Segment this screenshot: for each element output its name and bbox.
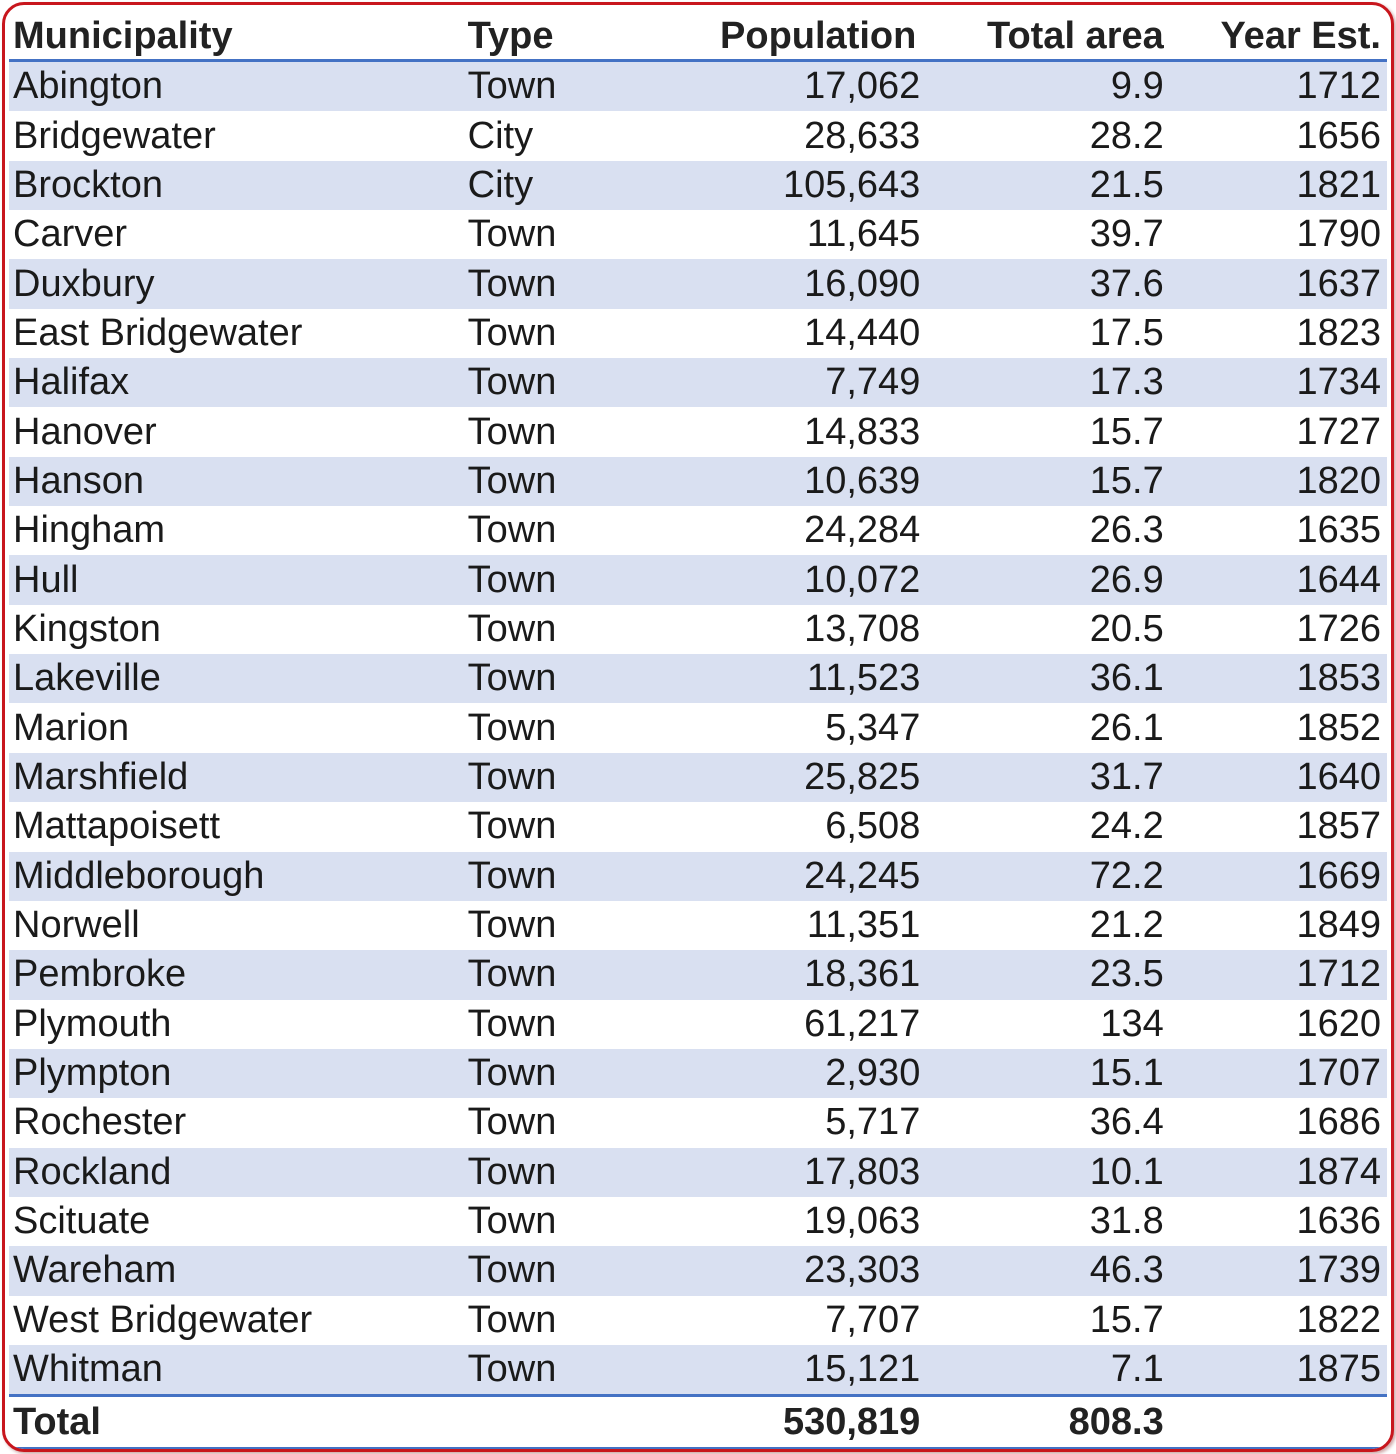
year-cell: 1620 xyxy=(1178,1000,1387,1049)
population-cell: 14,440 xyxy=(623,309,931,358)
type-cell: Town xyxy=(464,1296,623,1345)
table-row xyxy=(9,753,1387,802)
municipality-cell: Wareham xyxy=(9,1246,464,1295)
table-row xyxy=(9,210,1387,259)
population-cell: 10,072 xyxy=(623,555,931,604)
type-cell: Town xyxy=(464,802,623,851)
area-cell: 26.3 xyxy=(930,506,1177,555)
column-header-population: Population xyxy=(623,11,931,61)
table-row xyxy=(9,654,1387,703)
year-cell: 1734 xyxy=(1178,358,1387,407)
municipality-cell: Whitman xyxy=(9,1345,464,1396)
type-cell: City xyxy=(464,111,623,160)
area-cell: 26.9 xyxy=(930,555,1177,604)
table-row xyxy=(9,703,1387,752)
area-cell: 24.2 xyxy=(930,802,1177,851)
table-row xyxy=(9,309,1387,358)
table-row xyxy=(9,407,1387,456)
year-cell: 1656 xyxy=(1178,111,1387,160)
type-cell: Town xyxy=(464,753,623,802)
population-cell: 7,749 xyxy=(623,358,931,407)
year-cell: 1821 xyxy=(1178,161,1387,210)
population-cell: 7,707 xyxy=(623,1296,931,1345)
municipality-cell: Scituate xyxy=(9,1197,464,1246)
area-cell: 36.1 xyxy=(930,654,1177,703)
year-cell: 1857 xyxy=(1178,802,1387,851)
municipality-cell: Plymouth xyxy=(9,1000,464,1049)
year-cell: 1686 xyxy=(1178,1098,1387,1147)
table-row xyxy=(9,1000,1387,1049)
municipality-cell: Lakeville xyxy=(9,654,464,703)
column-header-total-area: Total area xyxy=(930,11,1177,61)
type-cell: Town xyxy=(464,950,623,999)
population-cell: 6,508 xyxy=(623,802,931,851)
table-row xyxy=(9,358,1387,407)
type-cell: City xyxy=(464,161,623,210)
municipality-cell: West Bridgewater xyxy=(9,1296,464,1345)
table-row xyxy=(9,111,1387,160)
area-cell: 17.3 xyxy=(930,358,1177,407)
year-cell: 1637 xyxy=(1178,259,1387,308)
type-cell: Town xyxy=(464,703,623,752)
municipality-table xyxy=(9,11,1387,1450)
municipality-cell: Rochester xyxy=(9,1098,464,1147)
population-cell: 61,217 xyxy=(623,1000,931,1049)
table-row xyxy=(9,901,1387,950)
table-row xyxy=(9,555,1387,604)
table-row xyxy=(9,1148,1387,1197)
table-row xyxy=(9,457,1387,506)
table-row xyxy=(9,852,1387,901)
population-cell: 10,639 xyxy=(623,457,931,506)
table-row xyxy=(9,61,1387,112)
population-cell: 14,833 xyxy=(623,407,931,456)
municipality-cell: Duxbury xyxy=(9,259,464,308)
municipality-cell: Norwell xyxy=(9,901,464,950)
type-cell: Town xyxy=(464,1246,623,1295)
total-area: 808.3 xyxy=(930,1396,1177,1449)
year-cell: 1849 xyxy=(1178,901,1387,950)
type-cell: Town xyxy=(464,358,623,407)
type-cell: Town xyxy=(464,210,623,259)
population-cell: 11,351 xyxy=(623,901,931,950)
type-cell: Town xyxy=(464,852,623,901)
table-row xyxy=(9,1098,1387,1147)
population-cell: 24,245 xyxy=(623,852,931,901)
table-row xyxy=(9,1296,1387,1345)
population-cell: 28,633 xyxy=(623,111,931,160)
column-header-type: Type xyxy=(464,11,623,61)
column-header-year-est: Year Est. xyxy=(1178,11,1387,61)
municipality-cell: Middleborough xyxy=(9,852,464,901)
municipality-cell: East Bridgewater xyxy=(9,309,464,358)
area-cell: 20.5 xyxy=(930,605,1177,654)
area-cell: 134 xyxy=(930,1000,1177,1049)
year-cell: 1712 xyxy=(1178,950,1387,999)
type-cell: Town xyxy=(464,259,623,308)
year-cell: 1852 xyxy=(1178,703,1387,752)
type-cell: Town xyxy=(464,1148,623,1197)
area-cell: 26.1 xyxy=(930,703,1177,752)
table-body xyxy=(9,61,1387,1396)
type-cell: Town xyxy=(464,309,623,358)
type-cell: Town xyxy=(464,1098,623,1147)
municipality-cell: Halifax xyxy=(9,358,464,407)
type-cell: Town xyxy=(464,61,623,112)
municipality-cell: Marshfield xyxy=(9,753,464,802)
population-cell: 25,825 xyxy=(623,753,931,802)
area-cell: 31.8 xyxy=(930,1197,1177,1246)
table-row xyxy=(9,605,1387,654)
area-cell: 17.5 xyxy=(930,309,1177,358)
year-cell: 1712 xyxy=(1178,61,1387,112)
area-cell: 21.2 xyxy=(930,901,1177,950)
year-cell: 1820 xyxy=(1178,457,1387,506)
population-cell: 11,645 xyxy=(623,210,931,259)
population-cell: 2,930 xyxy=(623,1049,931,1098)
area-cell: 10.1 xyxy=(930,1148,1177,1197)
area-cell: 15.7 xyxy=(930,1296,1177,1345)
area-cell: 15.7 xyxy=(930,407,1177,456)
year-cell: 1790 xyxy=(1178,210,1387,259)
area-cell: 23.5 xyxy=(930,950,1177,999)
population-cell: 15,121 xyxy=(623,1345,931,1396)
year-cell: 1822 xyxy=(1178,1296,1387,1345)
year-cell: 1635 xyxy=(1178,506,1387,555)
municipality-cell: Mattapoisett xyxy=(9,802,464,851)
municipality-cell: Kingston xyxy=(9,605,464,654)
area-cell: 7.1 xyxy=(930,1345,1177,1396)
type-cell: Town xyxy=(464,1345,623,1396)
municipality-cell: Hanover xyxy=(9,407,464,456)
municipality-cell: Abington xyxy=(9,61,464,112)
municipality-cell: Rockland xyxy=(9,1148,464,1197)
area-cell: 72.2 xyxy=(930,852,1177,901)
municipality-cell: Pembroke xyxy=(9,950,464,999)
area-cell: 31.7 xyxy=(930,753,1177,802)
year-cell: 1727 xyxy=(1178,407,1387,456)
header-row xyxy=(9,11,1387,61)
total-population: 530,819 xyxy=(623,1396,931,1449)
total-label: Total xyxy=(9,1396,464,1449)
area-cell: 46.3 xyxy=(930,1246,1177,1295)
population-cell: 17,803 xyxy=(623,1148,931,1197)
municipality-cell: Hanson xyxy=(9,457,464,506)
type-cell: Town xyxy=(464,901,623,950)
municipality-cell: Bridgewater xyxy=(9,111,464,160)
table-row xyxy=(9,1049,1387,1098)
type-cell: Town xyxy=(464,407,623,456)
area-cell: 28.2 xyxy=(930,111,1177,160)
area-cell: 15.7 xyxy=(930,457,1177,506)
year-cell: 1726 xyxy=(1178,605,1387,654)
municipality-cell: Plympton xyxy=(9,1049,464,1098)
table-row xyxy=(9,161,1387,210)
population-cell: 105,643 xyxy=(623,161,931,210)
area-cell: 37.6 xyxy=(930,259,1177,308)
type-cell: Town xyxy=(464,1049,623,1098)
table-row xyxy=(9,950,1387,999)
total-row xyxy=(9,1396,1387,1449)
population-cell: 16,090 xyxy=(623,259,931,308)
area-cell: 39.7 xyxy=(930,210,1177,259)
table-row xyxy=(9,802,1387,851)
municipality-cell: Marion xyxy=(9,703,464,752)
column-header-municipality: Municipality xyxy=(9,11,464,61)
year-cell: 1669 xyxy=(1178,852,1387,901)
total-type-cell xyxy=(464,1396,623,1449)
type-cell: Town xyxy=(464,1197,623,1246)
table-row xyxy=(9,1197,1387,1246)
table-row xyxy=(9,1345,1387,1396)
year-cell: 1636 xyxy=(1178,1197,1387,1246)
area-cell: 9.9 xyxy=(930,61,1177,112)
year-cell: 1739 xyxy=(1178,1246,1387,1295)
population-cell: 18,361 xyxy=(623,950,931,999)
population-cell: 23,303 xyxy=(623,1246,931,1295)
type-cell: Town xyxy=(464,457,623,506)
population-cell: 11,523 xyxy=(623,654,931,703)
population-cell: 19,063 xyxy=(623,1197,931,1246)
type-cell: Town xyxy=(464,1000,623,1049)
year-cell: 1644 xyxy=(1178,555,1387,604)
type-cell: Town xyxy=(464,506,623,555)
population-cell: 24,284 xyxy=(623,506,931,555)
year-cell: 1823 xyxy=(1178,309,1387,358)
year-cell: 1874 xyxy=(1178,1148,1387,1197)
table-container xyxy=(9,11,1387,1445)
year-cell: 1640 xyxy=(1178,753,1387,802)
year-cell: 1707 xyxy=(1178,1049,1387,1098)
table-row xyxy=(9,1246,1387,1295)
year-cell: 1875 xyxy=(1178,1345,1387,1396)
type-cell: Town xyxy=(464,555,623,604)
municipality-cell: Hingham xyxy=(9,506,464,555)
type-cell: Town xyxy=(464,654,623,703)
total-year-cell xyxy=(1178,1396,1387,1449)
year-cell: 1853 xyxy=(1178,654,1387,703)
area-cell: 36.4 xyxy=(930,1098,1177,1147)
area-cell: 15.1 xyxy=(930,1049,1177,1098)
municipality-cell: Carver xyxy=(9,210,464,259)
municipality-cell: Hull xyxy=(9,555,464,604)
population-cell: 17,062 xyxy=(623,61,931,112)
table-frame xyxy=(2,2,1394,1452)
population-cell: 13,708 xyxy=(623,605,931,654)
type-cell: Town xyxy=(464,605,623,654)
population-cell: 5,347 xyxy=(623,703,931,752)
municipality-cell: Brockton xyxy=(9,161,464,210)
table-row xyxy=(9,506,1387,555)
area-cell: 21.5 xyxy=(930,161,1177,210)
table-row xyxy=(9,259,1387,308)
population-cell: 5,717 xyxy=(623,1098,931,1147)
